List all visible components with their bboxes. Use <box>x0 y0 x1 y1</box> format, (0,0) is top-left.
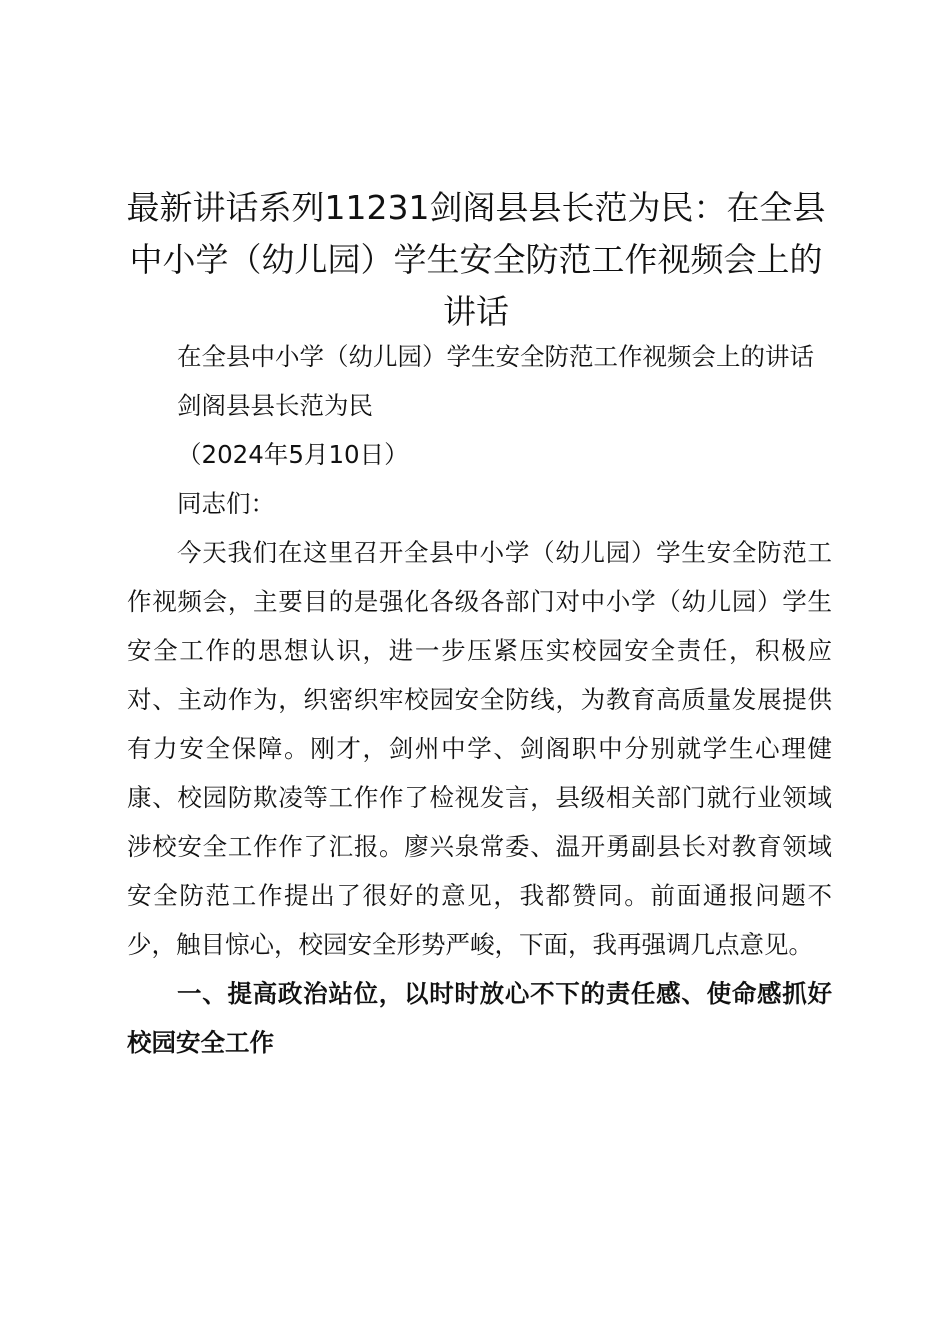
document-title: 最新讲话系列11231剑阁县县长范为民：在全县中小学（幼儿园）学生安全防范工作视频会上的讲话 <box>126 188 826 331</box>
intro-paragraph: 今天我们在这里召开全县中小学（幼儿园）学生安全防范工作视频会，主要目的是强化各级各部门对中小学（幼儿园）学生安全工作的思想认识，进一步压紧压实校园安全责任，积极应对、主动作为，织密织牢校园安全防线，为教育高质量发展提供有力安全保障。刚才，剑州中学、剑阁职中分别就学生心理健康、校园防欺凌等工作作了检视发言，县级相关部门就行业领域涉校安全工作作了汇报。廖兴泉常委、温开勇副县长对教育领域安全防范工作提出了很好的意见，我都赞同。前面通报问题不少，触目惊心，校园安全形势严峻，下面，我再强调几点意见。 <box>127 538 832 959</box>
speech-subtitle: 在全县中小学（幼儿园）学生安全防范工作视频会上的讲话 <box>177 342 814 371</box>
document-body <box>127 332 832 1067</box>
speaker-line: 剑阁县县长范为民 <box>177 391 373 420</box>
section-heading-1: 一、提高政治站位，以时时放心不下的责任感、使命感抓好校园安全工作 <box>127 979 832 1057</box>
date-line: （2024年5月10日） <box>177 440 409 469</box>
salutation: 同志们： <box>177 489 275 518</box>
